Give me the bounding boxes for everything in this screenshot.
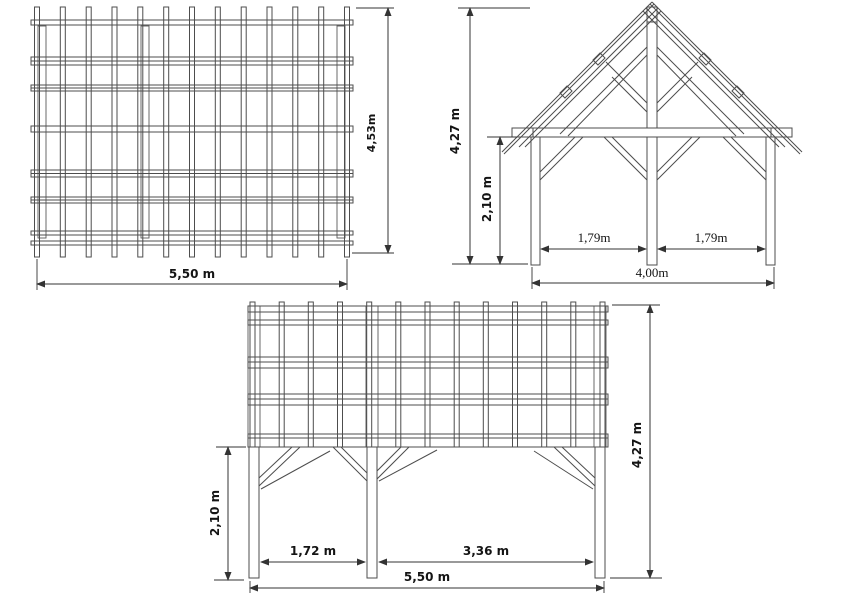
front-width-dimension-label: 4,00m [635, 265, 669, 280]
side-height-dimension-label: 4,27 m [630, 421, 644, 469]
side-rafters [250, 302, 605, 447]
front-width-dimension [532, 265, 774, 289]
plan-width-dimension-label: 5,50 m [168, 267, 216, 281]
rafter [367, 302, 372, 447]
plan-battens [31, 20, 353, 245]
rafter [396, 302, 401, 447]
truss-struts [560, 47, 744, 136]
side-right-bay-label: 3,36 m [462, 544, 510, 558]
rafter [513, 302, 518, 447]
rafter [425, 302, 430, 447]
front-post-height-dimension [480, 137, 517, 264]
side-purlins [248, 306, 608, 447]
side-left-bay-label: 1,72 m [289, 544, 337, 558]
plan-view [31, 7, 394, 290]
front-post-height-dimension-label: 2,10 m [480, 175, 494, 223]
front-left-bay-label: 1,79m [577, 230, 611, 245]
side-frame-bars [248, 306, 606, 447]
front-right-bay-label: 1,79m [694, 230, 728, 245]
rafter [600, 302, 605, 447]
front-bay-dimensions [541, 230, 765, 249]
side-width-dimension [250, 570, 604, 593]
plan-depth-dimension [352, 8, 394, 253]
front-tie-beam [512, 128, 792, 137]
front-purlin-marks [560, 53, 744, 98]
front-elevation [448, 2, 802, 289]
rafter [542, 302, 547, 447]
front-roof [502, 2, 802, 154]
side-height-dimension [610, 305, 662, 578]
rafter [250, 302, 255, 447]
side-braces [259, 447, 595, 489]
side-elevation [208, 302, 662, 593]
rafter [338, 302, 343, 447]
rafter [454, 302, 459, 447]
king-post [647, 22, 657, 128]
side-width-dimension-label: 5,50 m [403, 570, 451, 584]
side-bay-dimensions [261, 544, 593, 562]
plan-width-dimension [37, 259, 347, 290]
side-post-height-dimension [208, 447, 246, 580]
side-post-height-dimension-label: 2,10 m [208, 489, 222, 537]
rafter [483, 302, 488, 447]
front-posts [531, 137, 775, 265]
rafter [279, 302, 284, 447]
rafter [571, 302, 576, 447]
plan-depth-dimension-label: 4,53m [365, 113, 378, 153]
front-height-dimension-label: 4,27 m [448, 107, 462, 155]
rafter [308, 302, 313, 447]
front-braces [540, 137, 766, 180]
